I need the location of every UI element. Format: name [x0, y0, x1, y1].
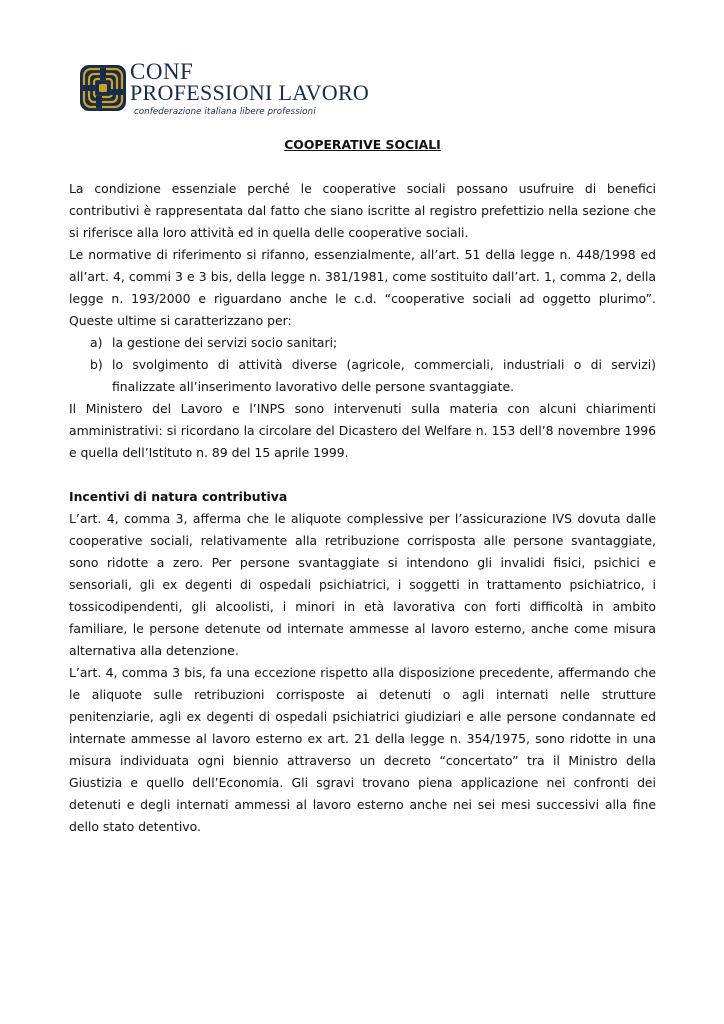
logo-text-professioni-lavoro [130, 81, 369, 105]
labyrinth-logo-icon [80, 65, 126, 111]
list-item-text: lo svolgimento di attività diverse (agricole, commerciali, industriali o di servizi) finalizzate all’inserimento lavorativo delle persone svantaggiate. [112, 357, 656, 394]
logo-text-professioni: PROFESSIONI [130, 80, 273, 105]
list-marker: b) [90, 357, 103, 372]
section-paragraph-2: L’art. 4, comma 3 bis, fa una eccezione rispetto alla disposizione precedente, affermando che le aliquote sulle retribuzioni corrisposte ai detenuti o agli internati nelle strutture penitenziarie, agli ex degenti di ospedali psichiatrici giudiziari e alle persone condannate ed internate ammesse al lavoro esterno ex art. 21 della legge n. 354/1975, sono ridotte in una misura individuata ogni biennio attraverso un decreto “concertato” tra il Ministro della Giustizia e quello dell’Economia. Gli sgravi trovano piena applicazione nei confronti dei detenuti e degli internati ammessi al lavoro esterno anche nei sei mesi successivi alla fine dello stato detentivo. [69, 665, 656, 834]
logo [80, 58, 400, 124]
intro-paragraph-1: La condizione essenziale perché le cooperative sociali possano usufruire di benefici contributivi è rappresentata dal fatto che siano iscritte al registro prefettizio nella sezione che si riferisce alla loro attività ed in quella delle cooperative sociali. [69, 181, 656, 240]
document-title: COOPERATIVE SOCIALI [284, 137, 441, 152]
section-heading: Incentivi di natura contributiva [69, 489, 288, 504]
list-item [69, 354, 656, 398]
list-item [69, 332, 656, 354]
intro-paragraph-3: Il Ministero del Lavoro e l’INPS sono intervenuti sulla materia con alcuni chiarimenti amministrativi: si ricordano la circolare del Dicastero del Welfare n. 153 dell’8 novembre 1996 e quella dell’Istituto n. 89 del 15 aprile 1999. [69, 401, 656, 460]
logo-tagline: confederazione italiana libere professioni [134, 107, 316, 117]
document-body [69, 134, 656, 838]
list-marker: a) [90, 335, 103, 350]
features-list [69, 332, 656, 398]
logo-text-conf: CONF [130, 59, 194, 84]
list-item-text: la gestione dei servizi socio sanitari; [112, 335, 338, 350]
logo-text-lavoro: LAVORO [278, 80, 370, 105]
section-paragraph-1: L’art. 4, comma 3, afferma che le aliquote complessive per l’assicurazione IVS dovuta dalle cooperative sociali, relativamente alla retribuzione corrisposta alle persone svantaggiate, sono ridotte a zero. Per persone svantaggiate si intendono gli invalidi fisici, psichici e sensoriali, gli ex degenti di ospedali psichiatrici, i soggetti in trattamento psichiatrico, i tossicodipendenti, gli alcoolisti, i minori in età lavorativa con forti difficoltà in ambito familiare, le persone detenute od internate ammesse al lavoro esterno, anche come misura alternativa alla detenzione. [69, 511, 656, 658]
intro-paragraph-2: Le normative di riferimento si rifanno, essenzialmente, all’art. 51 della legge n. 448/1998 ed all’art. 4, commi 3 e 3 bis, della legge n. 381/1981, come sostituito dall’art. 1, comma 2, della legge n. 193/2000 e riguardano anche le c.d. “cooperative sociali ad oggetto plurimo”. Queste ultime si caratterizzano per: [69, 247, 656, 328]
